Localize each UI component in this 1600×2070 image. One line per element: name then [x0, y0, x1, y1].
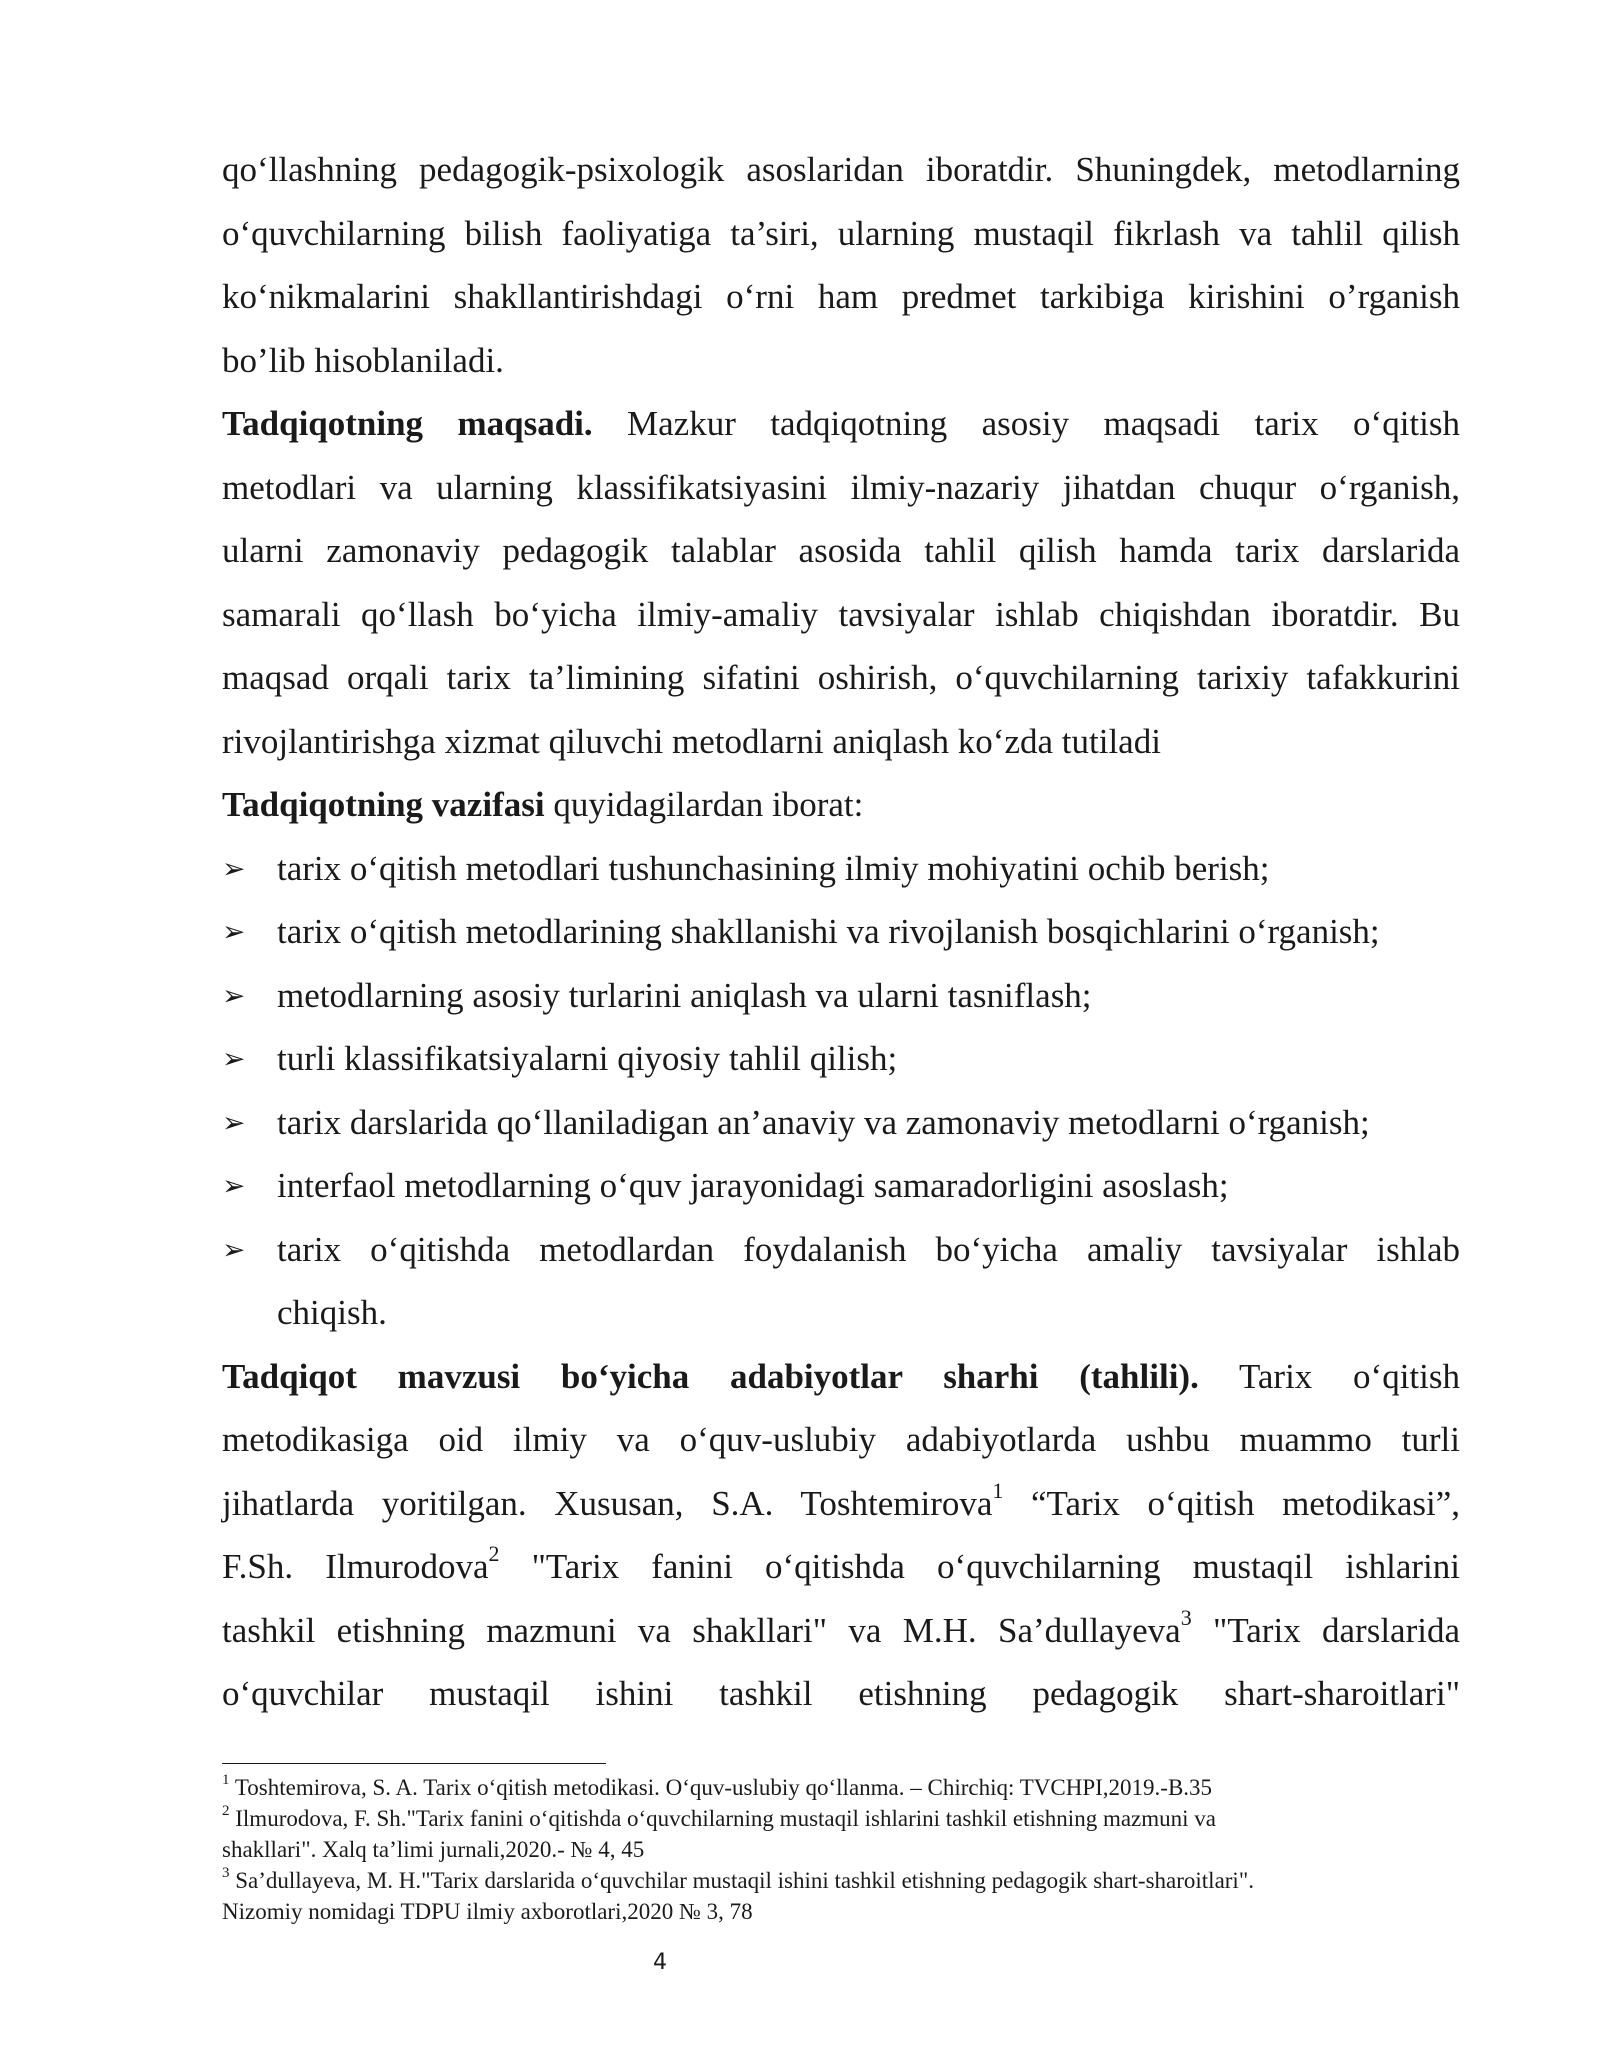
paragraph-line: ularni zamonaviy pedagogik talablar asosida tahlil qilish hamda tarix darslarida [222, 531, 1460, 570]
literature-paragraph-first-line [222, 1345, 1460, 1409]
paragraph-line: maqsad orqali tarix ta’limining sifatini oshirish, o‘quvchilarning tarixiy tafakkurini [222, 658, 1460, 697]
document-body [222, 138, 1460, 1726]
footnote-ref[interactable]: 2 [488, 1541, 500, 1567]
paragraph-line: qo‘llashning pedagogik-psixologik asoslaridan iboratdir. Shuningdek, metodlarning [222, 150, 1460, 189]
list-item-text: tarix o‘qitish metodlari tushunchasining ilmiy mohiyatini ochib berish; [277, 848, 1270, 888]
goal-paragraph-first-line [222, 392, 1460, 456]
page-number: 4 [653, 1950, 667, 1975]
paragraph-line: bo’lib hisoblaniladi. [222, 340, 504, 380]
paragraph-line: metodlari va ularning klassifikatsiyasini ilmiy-nazariy jihatdan chuqur o‘rganish, [222, 467, 1460, 507]
paragraph-line: ko‘nikmalarini shakllantirishdagi o‘rni ham predmet tarkibiga kirishini o’rganish [222, 277, 1460, 316]
paragraph-line: o‘quvchilar mustaqil ishini tashkil etishning pedagogik shart-sharoitlari" [222, 1674, 1460, 1713]
list-item-text: metodlarning asosiy turlarini aniqlash va ularni tasniflash; [277, 975, 1092, 1015]
list-item-text: tarix o‘qitishda metodlardan foydalanish bo‘yicha amaliy tavsiyalar ishlab [277, 1229, 1460, 1269]
list-item-text: tarix o‘qitish metodlarining shakllanishi va rivojlanish bosqichlarini o‘rganish; [277, 912, 1380, 951]
footnotes [222, 1772, 1460, 1927]
paragraph-line: F.Sh. Ilmurodova$^2$ "Tarix fanini o‘qitishda o‘quvchilarning mustaqil ishlarini [222, 1541, 1460, 1586]
goal-heading: Tadqiqotning maqsadi. [222, 404, 593, 443]
tasks-heading-line [222, 773, 1460, 837]
arrowhead-bullet-icon: ➢ [222, 915, 246, 948]
arrowhead-bullet-icon: ➢ [222, 851, 246, 885]
tasks-heading-text: quyidagilardan iborat: [544, 785, 864, 824]
footnote-ref[interactable]: 1 [992, 1477, 1004, 1503]
list-item [222, 1154, 1460, 1218]
list-item [222, 1091, 1460, 1155]
literature-heading: Tadqiqot mavzusi bo‘yicha adabiyotlar sharhi (tahlili). [222, 1356, 1199, 1396]
list-item [222, 900, 1460, 964]
arrowhead-bullet-icon: ➢ [222, 1232, 246, 1266]
arrowhead-bullet-icon: ➢ [222, 1169, 246, 1202]
literature-text: Tarix o‘qitish [1198, 1356, 1460, 1396]
list-item-text: tarix darslarida qo‘llaniladigan an’anaviy va zamonaviy metodlarni o‘rganish; [277, 1102, 1370, 1142]
list-item-continuation: chiqish. [277, 1293, 387, 1332]
footnote-3: $^3$ Sa’dullayeva, M. H."Tarix darslarida o‘quvchilar mustaqil ishini tashkil etishning pedagogik shart-sharoitlari". [222, 1865, 1254, 1893]
list-item [222, 1027, 1460, 1091]
list-item-text: turli klassifikatsiyalarni qiyosiy tahlil qilish; [277, 1039, 898, 1078]
paragraph-line: tashkil etishning mazmuni va shakllari" va M.H. Sa’dullayeva$^3$ "Tarix darslarida [222, 1604, 1461, 1650]
paragraph-line: metodikasiga oid ilmiy va o‘quv-uslubiy adabiyotlarda ushbu muammo turli [222, 1420, 1460, 1459]
list-item [222, 964, 1460, 1028]
footnote-ref[interactable]: 3 [1180, 1604, 1192, 1630]
list-item [222, 837, 1460, 901]
paragraph-line: samarali qo‘llash bo‘yicha ilmiy-amaliy tavsiyalar ishlab chiqishdan iboratdir. Bu [222, 594, 1460, 634]
arrowhead-bullet-icon: ➢ [222, 1042, 246, 1075]
paragraph-line: rivojlantirishga xizmat qiluvchi metodlarni aniqlash ko‘zda tutiladi [222, 721, 1161, 761]
footnote-2: $^2$ Ilmurodova, F. Sh."Tarix fanini o‘qitishda o‘quvchilarning mustaqil ishlarini tashkil etishning mazmuni va [222, 1803, 1216, 1831]
footnote-3-continuation: Nizomiy nomidagi TDPU ilmiy axborotlari,2020 № 3, 78 [222, 1899, 753, 1924]
footnote-separator [222, 1763, 606, 1764]
tasks-heading: Tadqiqotning vazifasi [222, 785, 545, 824]
footnote-1: $^1$ Toshtemirova, S. A. Tarix o‘qitish metodikasi. O‘quv-uslubiy qo‘llanma. – Chirchiq: TVCHPI,2019.-B.35 [222, 1772, 1213, 1800]
arrowhead-bullet-icon: ➢ [222, 1105, 246, 1139]
arrowhead-bullet-icon: ➢ [222, 978, 246, 1012]
goal-text: Mazkur tadqiqotning asosiy maqsadi tarix o‘qitish [592, 404, 1460, 443]
list-item [222, 1218, 1460, 1282]
footnote-2-continuation: shakllari". Xalq ta’limi jurnali,2020.- № 4, 45 [222, 1837, 645, 1862]
paragraph-line: o‘quvchilarning bilish faoliyatiga ta’siri, ularning mustaqil fikrlash va tahlil qilish [222, 213, 1460, 253]
paragraph-line: jihatlarda yoritilgan. Xususan, S.A. Toshtemirova$^1$ “Tarix o‘qitish metodikasi”, [222, 1477, 1460, 1523]
list-item-text: interfaol metodlarning o‘quv jarayonidagi samaradorligini asoslash; [277, 1166, 1229, 1205]
